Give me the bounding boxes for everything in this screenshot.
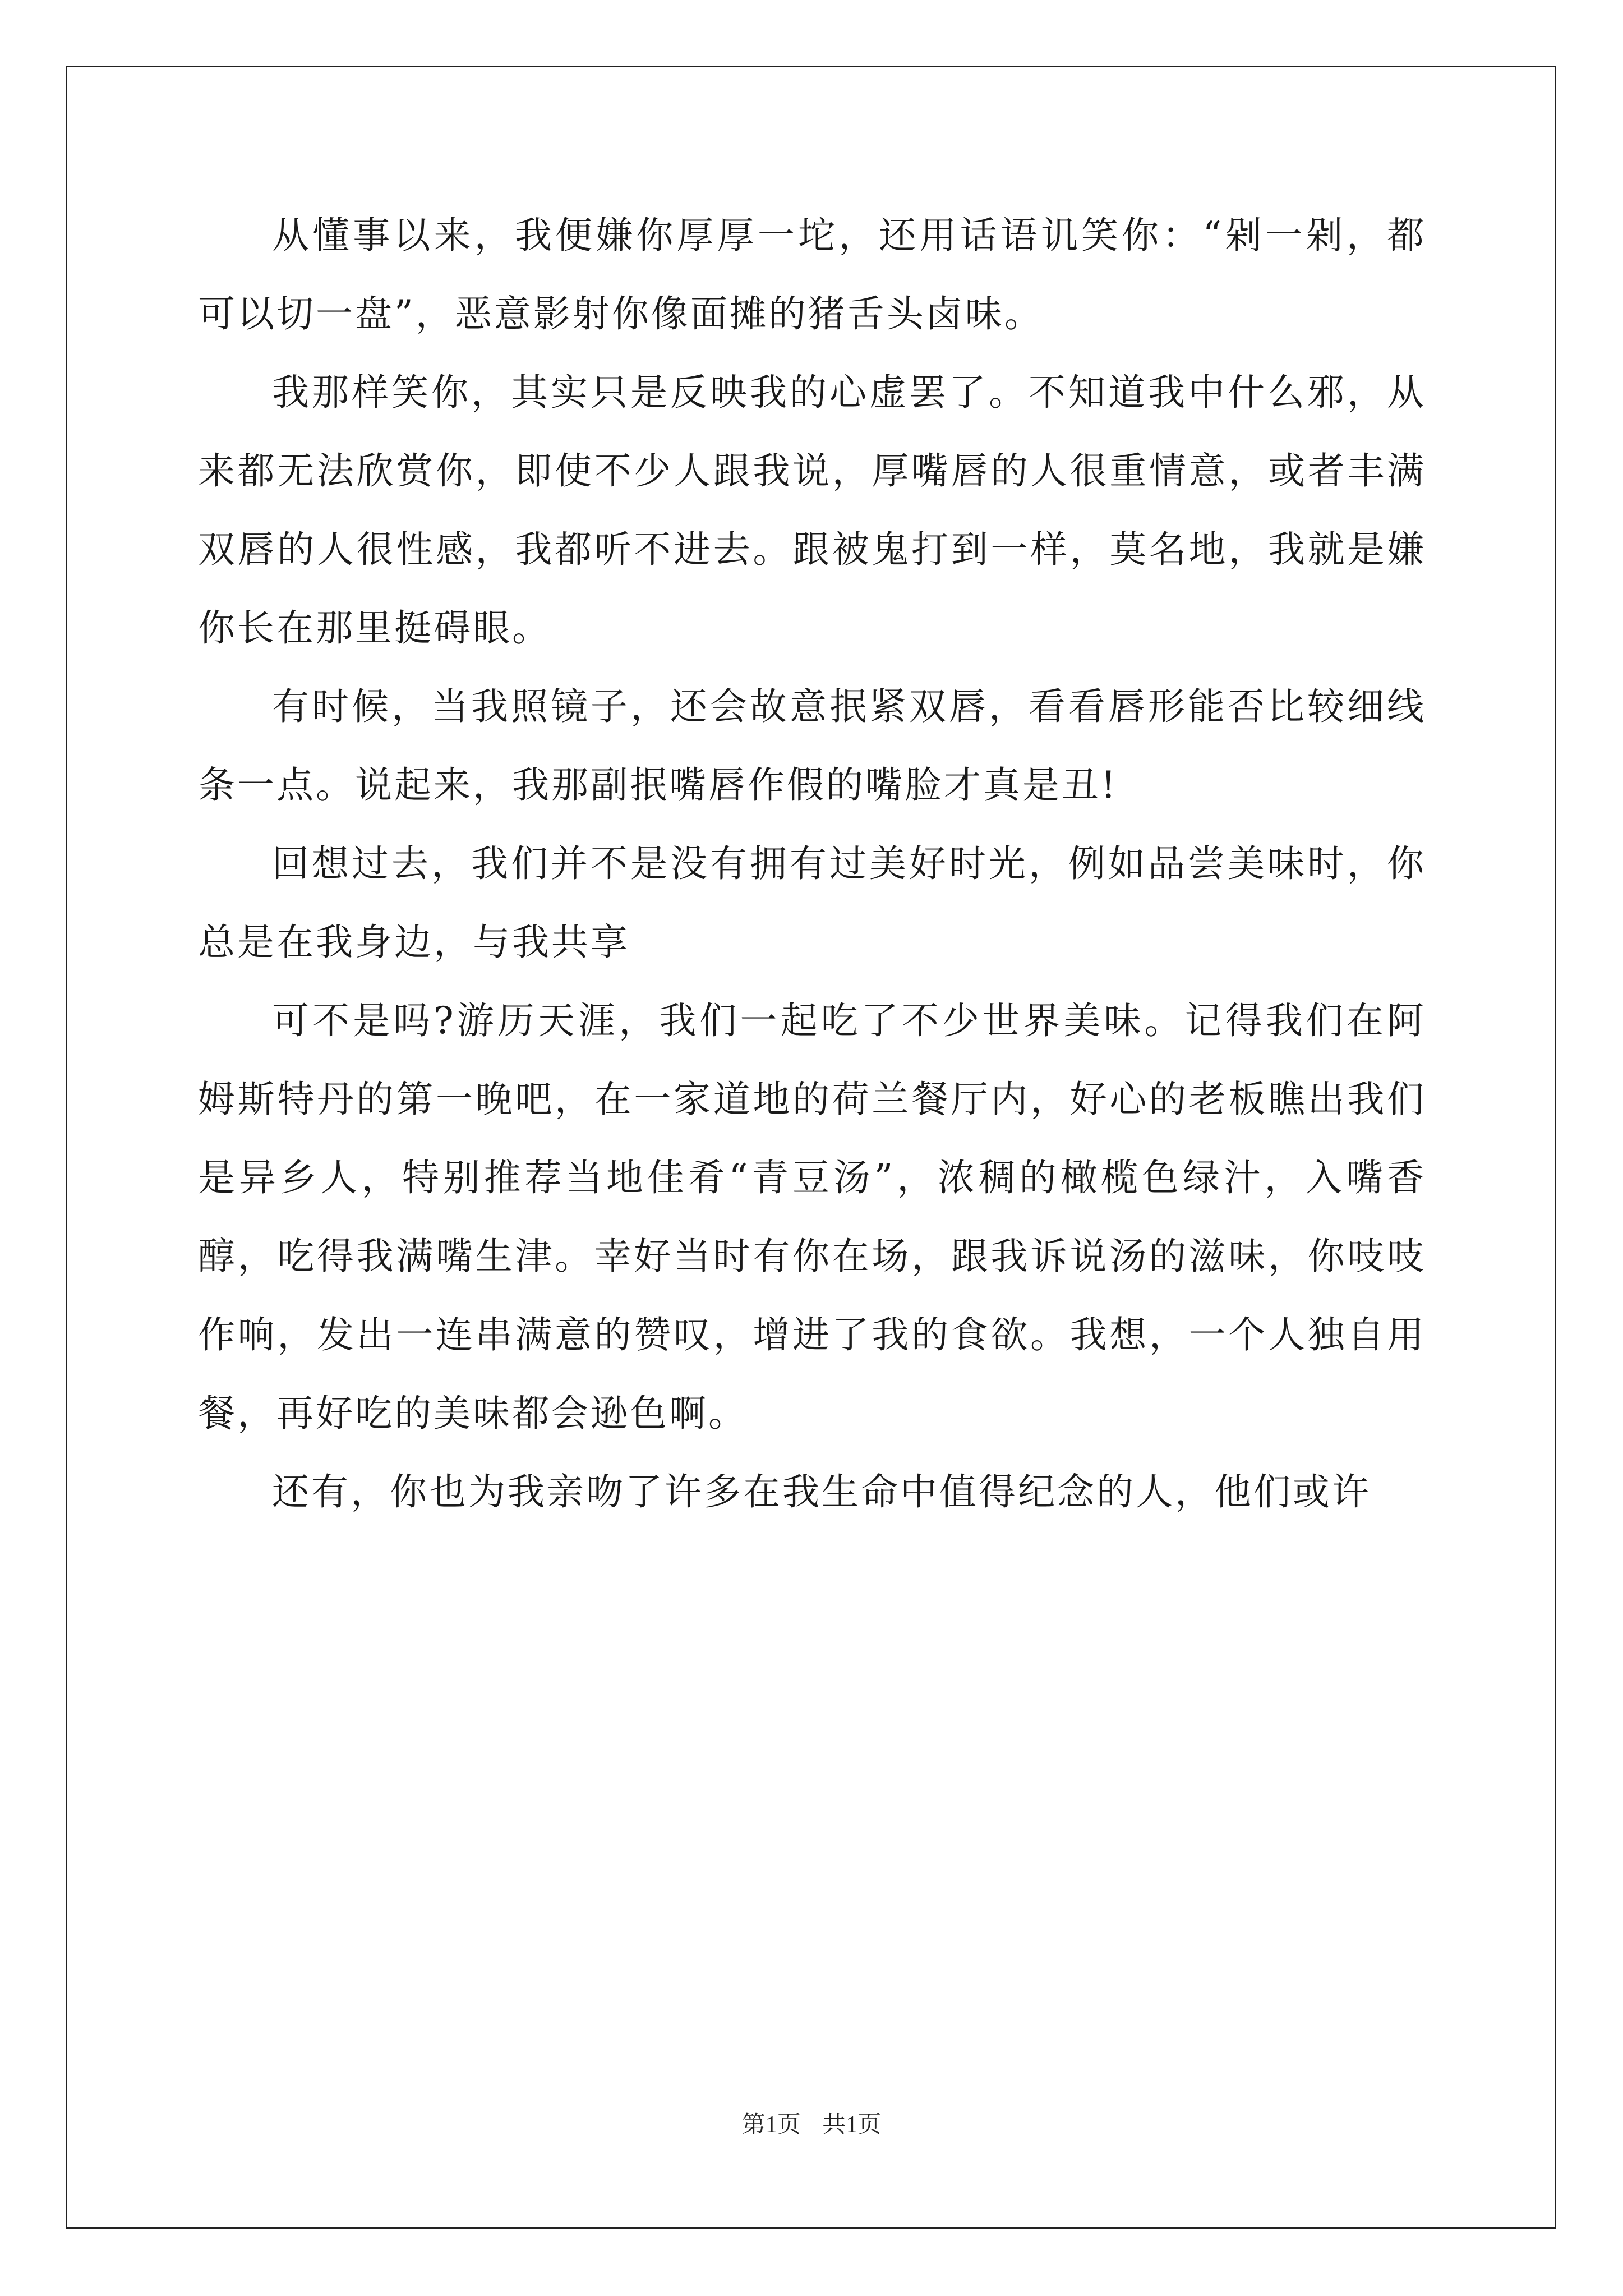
paragraph: 回想过去，我们并不是没有拥有过美好时光，例如品尝美味时，你总是在我身边，与我共享 [198,842,1426,964]
paragraph: 从懂事以来，我便嫌你厚厚一坨，还用话语讥笑你：“剁一剁，都可以切一盘”，恶意影射你像面摊的猪舌头卤味。 [198,214,1426,335]
paragraph: 我那样笑你，其实只是反映我的心虚罢了。不知道我中什么邪，从来都无法欣赏你，即使不少人跟我说，厚嘴唇的人很重情意，或者丰满双唇的人很性感，我都听不进去。跟被鬼打到一样，莫名地，我就是嫌你长在那里挺碍眼。 [198,371,1426,650]
document-body [198,196,1426,1531]
page-number-current: 第1页 [741,2112,801,2138]
paragraph: 可不是吗?游历天涯，我们一起吃了不少世界美味。记得我们在阿姆斯特丹的第一晚吧，在一家道地的荷兰餐厅内，好心的老板瞧出我们是异乡人，特别推荐当地佳肴“青豆汤”，浓稠的橄榄色绿汁，入嘴香醇，吃得我满嘴生津。幸好当时有你在场，跟我诉说汤的滋味，你吱吱作响，发出一连串满意的赞叹，增进了我的食欲。我想，一个人独自用餐，再好吃的美味都会逊色啊。 [198,999,1426,1435]
paragraph: 有时候，当我照镜子，还会故意抿紧双唇，看看唇形能否比较细线条一点。说起来，我那副抿嘴唇作假的嘴脸才真是丑! [198,685,1426,807]
paragraph: 还有，你也为我亲吻了许多在我生命中值得纪念的人，他们或许 [272,1470,1371,1513]
page-footer [0,2106,1623,2139]
page-number-total: 共1页 [822,2112,882,2138]
